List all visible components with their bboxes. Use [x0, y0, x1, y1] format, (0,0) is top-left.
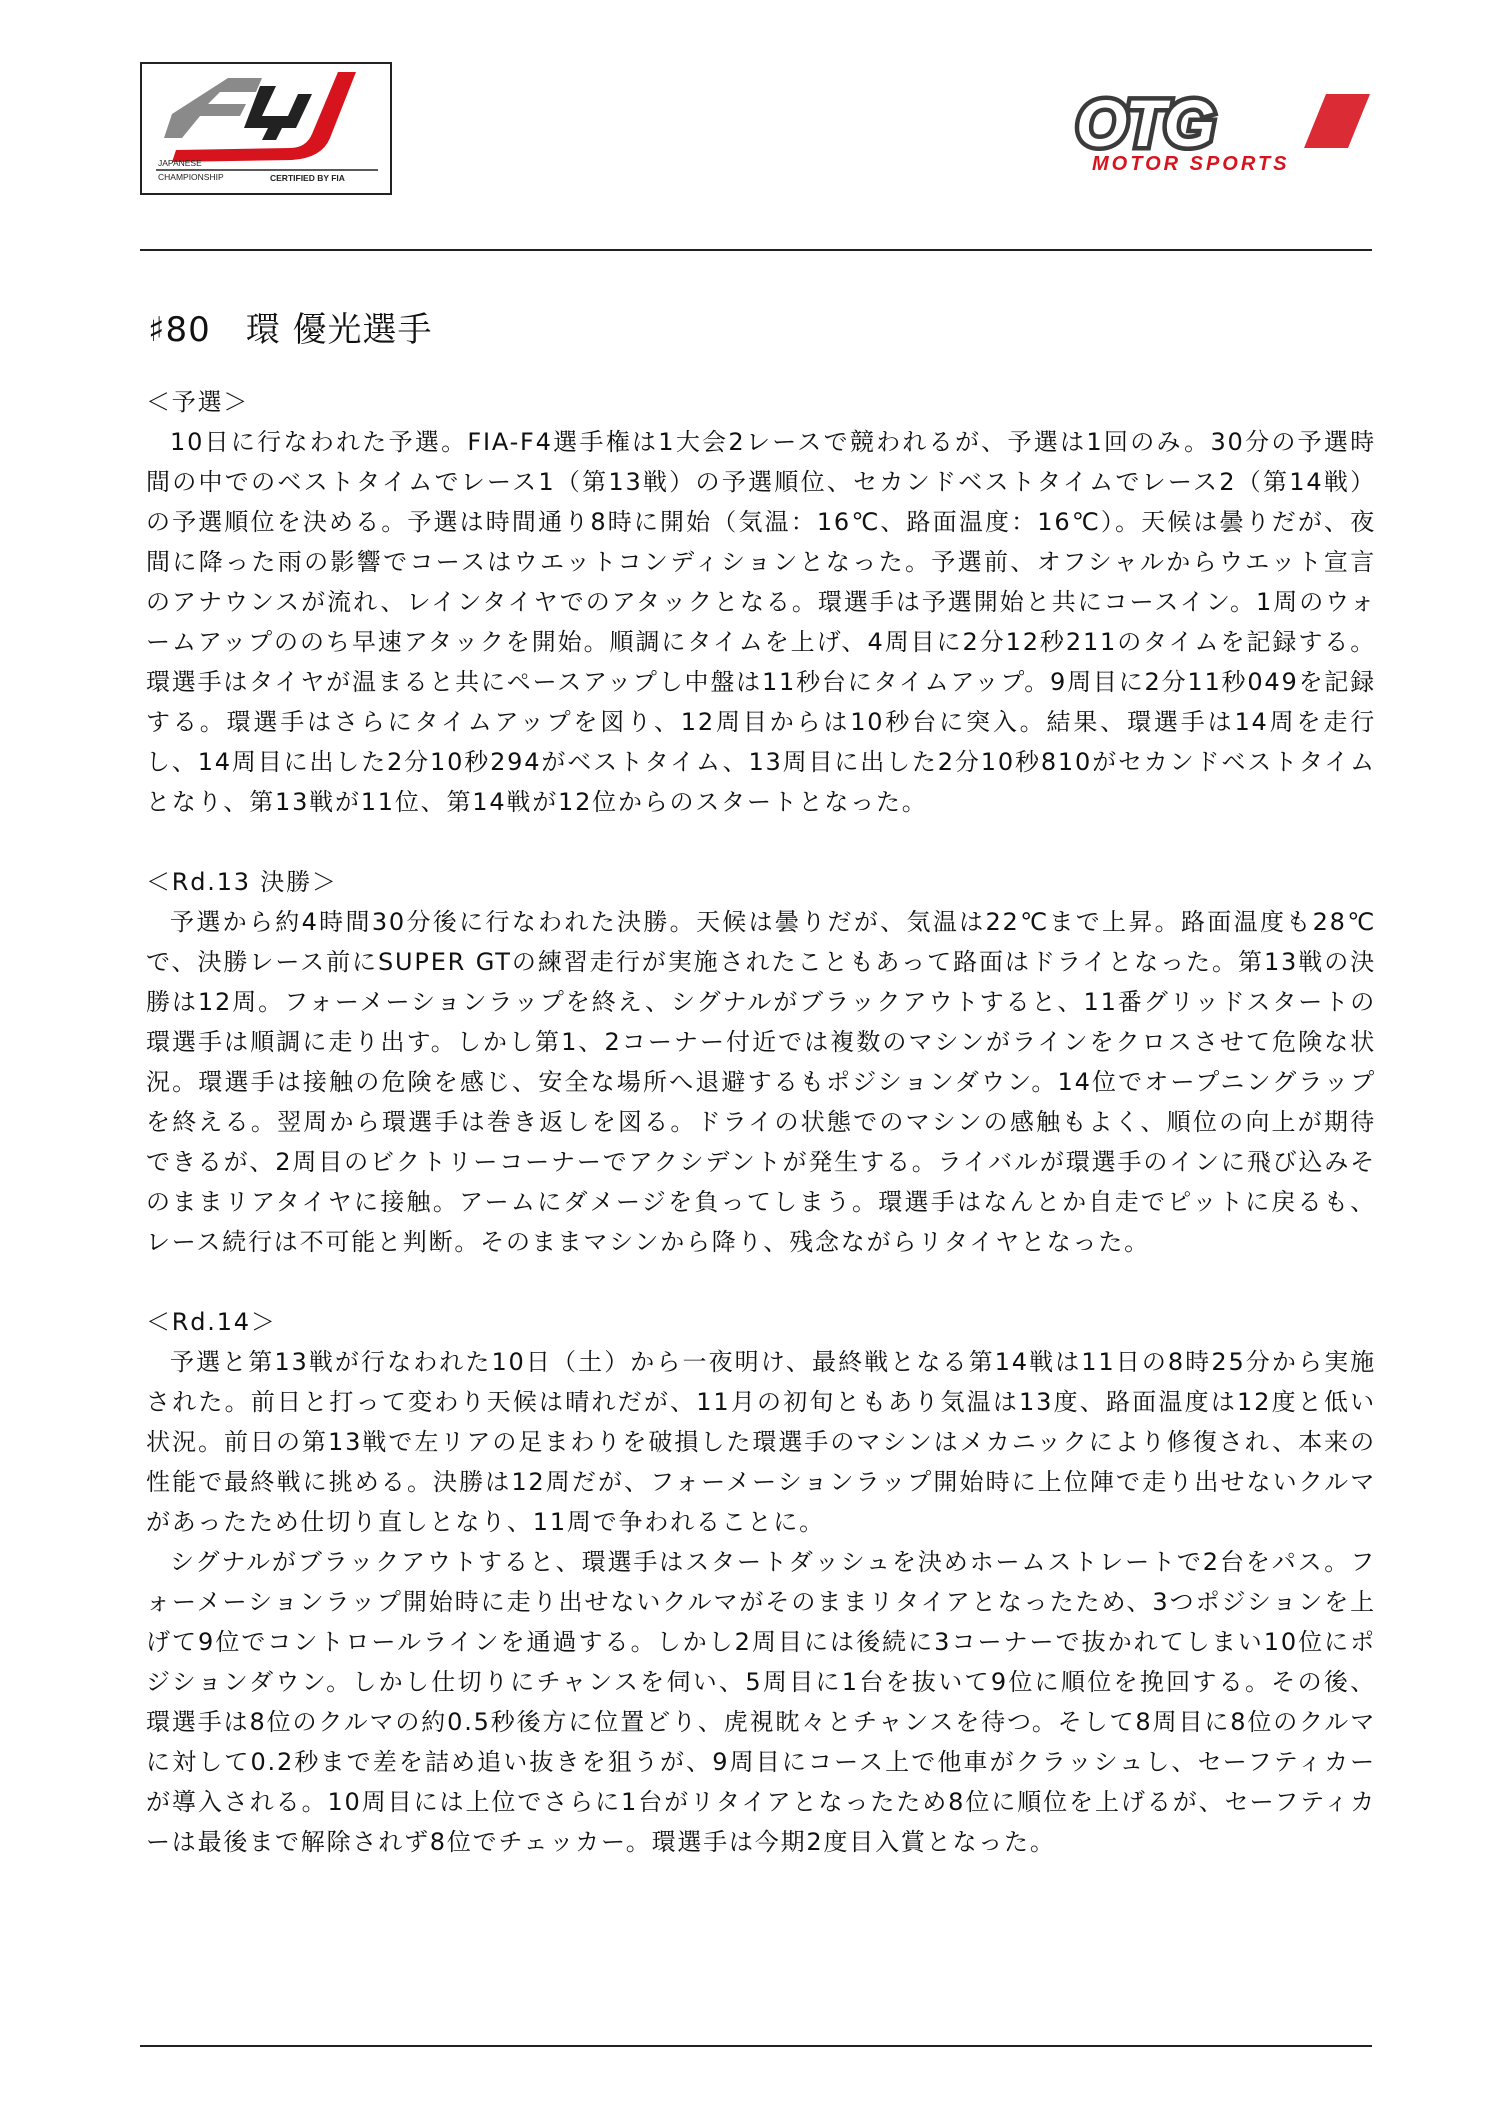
section-label-qualifying: ＜予選＞: [146, 388, 250, 416]
rd14-paragraph-2: シグナルがブラックアウトすると、環選手はスタートダッシュを決めホームストレートで2台をパス。フォーメーションラップ開始時に走り出せないクルマがそのままリタイアとなったため、3つポジションを上げて9位でコントロールラインを通過する。しかし2周目には後続に3コーナーで抜かれてしまい10位にポジションダウン。しかし仕切りにチャンスを伺い、5周目に1台を抜いて9位に順位を挽回する。その後、環選手は8位のクルマの約0.5秒後方に位置どり、虎視眈々とチャンスを待つ。そして8周目に8位のクルマに対して0.2秒まで差を詰め追い抜きを狙うが、9周目にコース上で他車がクラッシュし、セーフティカーが導入される。10周目には上位でさらに1台がリタイアとなったため8位に順位を上げるが、セーフティカーは最後まで解除されず8位でチェッカー。環選手は今期2度目入賞となった。: [146, 1548, 1376, 1856]
qualifying-paragraph: 10日に行なわれた予選。FIA-F4選手権は1大会2レースで競われるが、予選は1回のみ。30分の予選時間の中でのベストタイムでレース1（第13戦）の予選順位、セカンドベストタイムでレース2（第14戦）の予選順位を決める。予選は時間通り8時に開始（気温：16℃、路面温度：16℃）。天候は曇りだが、夜間に降った雨の影響でコースはウエットコンディションとなった。予選前、オフシャルからウエット宣言のアナウンスが流れ、レインタイヤでのアタックとなる。環選手は予選開始と共にコースイン。1周のウォームアップののち早速アタックを開始。順調にタイムを上げ、4周目に2分12秒211のタイムを記録する。環選手はタイヤが温まると共にペースアップし中盤は11秒台にタイムアップ。9周目に2分11秒049を記録する。環選手はさらにタイムアップを図り、12周目からは10秒台に突入。結果、環選手は14周を走行し、14周目に出した2分10秒294がベストタイム、13周目に出した2分10秒810がセカンドベストタイムとなり、第13戦が11位、第14戦が12位からのスタートとなった。: [146, 428, 1376, 816]
otg-motor-sports-logo: [1070, 88, 1382, 178]
otg-mark: OTG: [1076, 88, 1213, 160]
rd13-paragraph: 予選から約4時間30分後に行なわれた決勝。天候は曇りだが、気温は22℃まで上昇。路面温度も28℃で、決勝レース前にSUPER GTの練習走行が実施されたこともあって路面はドライとなった。第13戦の決勝は12周。フォーメーションラップを終え、シグナルがブラックアウトすると、11番グリッドスタートの環選手は順調に走り出す。しかし第1、2コーナー付近では複数のマシンがラインをクロスさせて危険な状況。環選手は接触の危険を感じ、安全な場所へ退避するもポジションダウン。14位でオープニングラップを終える。翌周から環選手は巻き返しを図る。ドライの状態でのマシンの感触もよく、順位の向上が期待できるが、2周目のビクトリーコーナーでアクシデントが発生する。ライバルが環選手のインに飛び込みそのままリアタイヤに接触。アームにダメージを負ってしまう。環選手はなんとか自走でピットに戻るも、レース続行は不可能と判断。そのままマシンから降り、残念ながらリタイヤとなった。: [146, 908, 1376, 1256]
f4-championship-logo: [140, 62, 392, 195]
section-label-rd13: ＜Rd.13 決勝＞: [146, 868, 338, 896]
section-spacer: [146, 822, 1376, 862]
header-divider: [140, 249, 1372, 251]
logo-badge: CERTIFIED BY FIA: [270, 173, 345, 183]
otg-tagline: MOTOR SPORTS: [1092, 153, 1290, 175]
rd14-paragraph-1: 予選と第13戦が行なわれた10日（土）から一夜明け、最終戦となる第14戦は11日の8時25分から実施された。前日と打って変わり天候は晴れだが、11月の初旬ともあり気温は13度、路面温度は12度と低い状況。前日の第13戦で左リアの足まわりを破損した環選手のマシンはメカニックにより修復され、本来の性能で最終戦に挑める。決勝は12周だが、フォーメーションラップ開始時に上位陣で走り出せないクルマがあったため仕切り直しとなり、11周で争われることに。: [146, 1348, 1376, 1536]
footer-divider: [140, 2045, 1372, 2047]
logo-line1: JAPANESE: [158, 158, 202, 168]
otg-logo-icon: [1070, 88, 1382, 178]
page-title: ♯80 環 優光選手: [148, 310, 433, 350]
f4j-logo-icon: [142, 64, 390, 193]
section-spacer: [146, 1262, 1376, 1302]
report-body: [146, 382, 1376, 1862]
logo-line2: CHAMPIONSHIP: [158, 172, 224, 182]
section-label-rd14: ＜Rd.14＞: [146, 1308, 277, 1336]
